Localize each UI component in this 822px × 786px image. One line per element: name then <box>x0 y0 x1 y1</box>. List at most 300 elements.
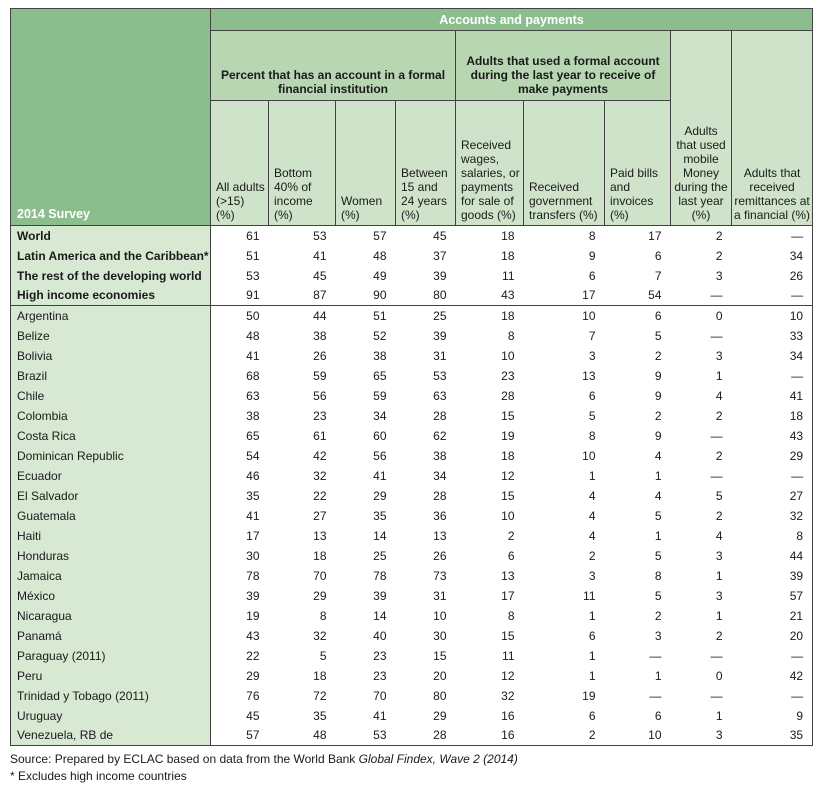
table-title-band: Accounts and payments <box>211 9 813 31</box>
cell: 0 <box>671 666 732 686</box>
cell: 61 <box>211 226 269 246</box>
cell: 32 <box>732 506 813 526</box>
cell: 5 <box>605 586 671 606</box>
cell: 35 <box>211 486 269 506</box>
cell: 59 <box>269 366 336 386</box>
cell: 62 <box>396 426 456 446</box>
cell: 3 <box>671 346 732 366</box>
cell: 6 <box>605 706 671 726</box>
cell: 48 <box>336 246 396 266</box>
cell: 31 <box>396 586 456 606</box>
cell: 27 <box>269 506 336 526</box>
cell: 39 <box>336 586 396 606</box>
cell: 5 <box>671 486 732 506</box>
excludes-note: * Excludes high income countries <box>10 769 187 783</box>
cell: 18 <box>456 226 524 246</box>
cell: 5 <box>605 506 671 526</box>
cell: 13 <box>269 526 336 546</box>
cell: 2 <box>605 406 671 426</box>
cell: 57 <box>732 586 813 606</box>
cell: 9 <box>524 246 605 266</box>
cell: 9 <box>605 386 671 406</box>
cell: 11 <box>456 646 524 666</box>
column-header-15-24: Between 15 and 24 years (%) <box>396 101 456 226</box>
cell: 12 <box>456 666 524 686</box>
cell: 61 <box>269 426 336 446</box>
cell: 6 <box>524 706 605 726</box>
cell: 1 <box>671 566 732 586</box>
cell: 9 <box>732 706 813 726</box>
cell: 15 <box>456 406 524 426</box>
cell: 15 <box>456 486 524 506</box>
cell: 72 <box>269 686 336 706</box>
cell: 23 <box>456 366 524 386</box>
cell: 41 <box>269 246 336 266</box>
cell: 53 <box>211 266 269 286</box>
cell: 22 <box>211 646 269 666</box>
cell: 7 <box>524 326 605 346</box>
cell: 18 <box>456 306 524 326</box>
cell: 23 <box>269 406 336 426</box>
cell: 48 <box>269 726 336 746</box>
cell: 18 <box>269 546 336 566</box>
cell: 10 <box>524 446 605 466</box>
cell: 46 <box>211 466 269 486</box>
cell: 91 <box>211 286 269 306</box>
cell: 23 <box>336 646 396 666</box>
cell: 26 <box>396 546 456 566</box>
column-header-gov-transfers: Received government transfers (%) <box>524 101 605 226</box>
cell: 25 <box>396 306 456 326</box>
cell: 40 <box>336 626 396 646</box>
cell: — <box>671 286 732 306</box>
cell: 6 <box>605 306 671 326</box>
cell: 56 <box>336 446 396 466</box>
cell: 42 <box>269 446 336 466</box>
cell: 6 <box>524 626 605 646</box>
row-label: Uruguay <box>11 706 211 726</box>
row-label: Trinidad y Tobago (2011) <box>11 686 211 706</box>
cell: 27 <box>732 486 813 506</box>
table-row <box>11 606 813 626</box>
cell: 51 <box>211 246 269 266</box>
row-label: Guatemala <box>11 506 211 526</box>
cell: 87 <box>269 286 336 306</box>
cell: 5 <box>605 326 671 346</box>
cell: 28 <box>396 486 456 506</box>
cell: 3 <box>524 346 605 366</box>
cell: — <box>605 646 671 666</box>
column-header-women: Women (%) <box>336 101 396 226</box>
cell: 43 <box>456 286 524 306</box>
cell: 10 <box>524 306 605 326</box>
cell: 35 <box>732 726 813 746</box>
cell: 4 <box>524 526 605 546</box>
column-header-paid-bills: Paid bills and invoices (%) <box>605 101 671 226</box>
row-label: Argentina <box>11 306 211 326</box>
cell: 17 <box>524 286 605 306</box>
table-row <box>11 686 813 706</box>
table-row <box>11 666 813 686</box>
cell: 17 <box>211 526 269 546</box>
table-row <box>11 526 813 546</box>
cell: 1 <box>524 666 605 686</box>
cell: 18 <box>456 446 524 466</box>
cell: 1 <box>524 466 605 486</box>
row-label: Chile <box>11 386 211 406</box>
cell: 32 <box>269 626 336 646</box>
cell: 41 <box>336 706 396 726</box>
cell: 70 <box>269 566 336 586</box>
cell: 13 <box>456 566 524 586</box>
cell: 29 <box>269 586 336 606</box>
cell: 52 <box>336 326 396 346</box>
cell: 45 <box>211 706 269 726</box>
cell: 8 <box>456 606 524 626</box>
cell: 2 <box>605 346 671 366</box>
cell: 5 <box>269 646 336 666</box>
cell: 63 <box>396 386 456 406</box>
cell: — <box>732 686 813 706</box>
cell: 2 <box>671 626 732 646</box>
cell: 28 <box>396 406 456 426</box>
cell: 1 <box>605 666 671 686</box>
table-row <box>11 426 813 446</box>
cell: 21 <box>732 606 813 626</box>
group-header-used-account: Adults that used a formal account during the last year to receive of make payments <box>456 31 671 101</box>
cell: 28 <box>456 386 524 406</box>
cell: 15 <box>396 646 456 666</box>
table-row <box>11 726 813 746</box>
cell: — <box>732 366 813 386</box>
cell: 3 <box>605 626 671 646</box>
table-footer <box>10 751 812 785</box>
cell: 3 <box>671 726 732 746</box>
cell: 16 <box>456 706 524 726</box>
cell: 76 <box>211 686 269 706</box>
cell: 5 <box>524 406 605 426</box>
cell: 49 <box>336 266 396 286</box>
cell: 17 <box>456 586 524 606</box>
row-label: El Salvador <box>11 486 211 506</box>
cell: 2 <box>671 446 732 466</box>
cell: 32 <box>456 686 524 706</box>
cell: 8 <box>524 426 605 446</box>
cell: 39 <box>396 266 456 286</box>
cell: 17 <box>605 226 671 246</box>
table-row <box>11 386 813 406</box>
table-row <box>11 626 813 646</box>
cell: 1 <box>671 706 732 726</box>
cell: 26 <box>269 346 336 366</box>
cell: 3 <box>671 266 732 286</box>
cell: 10 <box>396 606 456 626</box>
cell: 10 <box>456 506 524 526</box>
corner-cell-survey-label: 2014 Survey <box>11 9 211 226</box>
row-label: Jamaica <box>11 566 211 586</box>
cell: 33 <box>732 326 813 346</box>
table-row <box>11 326 813 346</box>
cell: 45 <box>396 226 456 246</box>
cell: 3 <box>671 546 732 566</box>
cell: 8 <box>732 526 813 546</box>
cell: 6 <box>456 546 524 566</box>
cell: 57 <box>211 726 269 746</box>
cell: 18 <box>456 246 524 266</box>
cell: 29 <box>396 706 456 726</box>
cell: — <box>732 286 813 306</box>
cell: 44 <box>269 306 336 326</box>
cell: 29 <box>732 446 813 466</box>
cell: 6 <box>605 246 671 266</box>
cell: 41 <box>336 466 396 486</box>
cell: 34 <box>396 466 456 486</box>
cell: — <box>671 326 732 346</box>
cell: 38 <box>336 346 396 366</box>
cell: 39 <box>396 326 456 346</box>
cell: — <box>671 466 732 486</box>
column-header-all-adults: All adults (>15) (%) <box>211 101 269 226</box>
cell: 11 <box>524 586 605 606</box>
cell: 8 <box>605 566 671 586</box>
cell: 34 <box>336 406 396 426</box>
cell: 38 <box>396 446 456 466</box>
cell: — <box>732 226 813 246</box>
cell: 44 <box>732 546 813 566</box>
cell: 10 <box>732 306 813 326</box>
cell: 65 <box>211 426 269 446</box>
row-label: The rest of the developing world <box>11 266 211 286</box>
cell: — <box>732 646 813 666</box>
table-body <box>11 226 813 746</box>
cell: 39 <box>732 566 813 586</box>
cell: 13 <box>524 366 605 386</box>
cell: 9 <box>605 426 671 446</box>
cell: 30 <box>211 546 269 566</box>
row-label: Belize <box>11 326 211 346</box>
cell: 41 <box>732 386 813 406</box>
source-note-italic: Global Findex, Wave 2 (2014) <box>358 752 518 766</box>
column-header-remittances: Adults that received remittances at a financial (%) <box>732 31 813 226</box>
cell: 35 <box>336 506 396 526</box>
cell: 53 <box>336 726 396 746</box>
cell: 32 <box>269 466 336 486</box>
cell: 54 <box>211 446 269 466</box>
cell: 10 <box>605 726 671 746</box>
table-row <box>11 566 813 586</box>
cell: 11 <box>456 266 524 286</box>
cell: — <box>671 426 732 446</box>
cell: 1 <box>671 606 732 626</box>
cell: 35 <box>269 706 336 726</box>
table-row <box>11 446 813 466</box>
cell: 48 <box>211 326 269 346</box>
cell: 42 <box>732 666 813 686</box>
group-header-account: Percent that has an account in a formal financial institution <box>211 31 456 101</box>
table-row <box>11 266 813 286</box>
cell: 13 <box>396 526 456 546</box>
row-label: Brazil <box>11 366 211 386</box>
cell: 65 <box>336 366 396 386</box>
cell: 53 <box>396 366 456 386</box>
cell: 18 <box>732 406 813 426</box>
cell: 73 <box>396 566 456 586</box>
cell: 4 <box>671 386 732 406</box>
cell: 2 <box>524 726 605 746</box>
column-header-mobile-money: Adults that used mobile Money during the last year (%) <box>671 31 732 226</box>
cell: 39 <box>211 586 269 606</box>
cell: 60 <box>336 426 396 446</box>
row-label: World <box>11 226 211 246</box>
cell: 22 <box>269 486 336 506</box>
table-row <box>11 346 813 366</box>
cell: 20 <box>732 626 813 646</box>
cell: 4 <box>671 526 732 546</box>
cell: — <box>605 686 671 706</box>
cell: 45 <box>269 266 336 286</box>
row-label: Honduras <box>11 546 211 566</box>
cell: 6 <box>524 386 605 406</box>
cell: 18 <box>269 666 336 686</box>
row-label: México <box>11 586 211 606</box>
cell: 2 <box>671 506 732 526</box>
cell: 54 <box>605 286 671 306</box>
column-header-bottom-40: Bottom 40% of income (%) <box>269 101 336 226</box>
table-row <box>11 706 813 726</box>
cell: 2 <box>671 406 732 426</box>
row-label: Costa Rica <box>11 426 211 446</box>
table-row <box>11 226 813 246</box>
cell: 1 <box>524 646 605 666</box>
table-row <box>11 486 813 506</box>
table-row <box>11 306 813 326</box>
cell: 29 <box>211 666 269 686</box>
table-row <box>11 286 813 306</box>
cell: 90 <box>336 286 396 306</box>
cell: 43 <box>732 426 813 446</box>
cell: 2 <box>671 246 732 266</box>
cell: 10 <box>456 346 524 366</box>
cell: 12 <box>456 466 524 486</box>
row-label: Dominican Republic <box>11 446 211 466</box>
cell: 37 <box>396 246 456 266</box>
table-row <box>11 406 813 426</box>
cell: 3 <box>671 586 732 606</box>
cell: 4 <box>605 446 671 466</box>
cell: 1 <box>605 466 671 486</box>
cell: 19 <box>524 686 605 706</box>
cell: 36 <box>396 506 456 526</box>
cell: 30 <box>396 626 456 646</box>
cell: 4 <box>605 486 671 506</box>
cell: 19 <box>456 426 524 446</box>
cell: — <box>671 686 732 706</box>
cell: 19 <box>211 606 269 626</box>
cell: 68 <box>211 366 269 386</box>
cell: 80 <box>396 686 456 706</box>
cell: 3 <box>524 566 605 586</box>
cell: 15 <box>456 626 524 646</box>
row-label: Colombia <box>11 406 211 426</box>
row-label: Ecuador <box>11 466 211 486</box>
cell: 0 <box>671 306 732 326</box>
cell: 8 <box>524 226 605 246</box>
cell: 34 <box>732 346 813 366</box>
cell: 14 <box>336 526 396 546</box>
cell: 78 <box>211 566 269 586</box>
cell: 56 <box>269 386 336 406</box>
row-label: Venezuela, RB de <box>11 726 211 746</box>
cell: — <box>732 466 813 486</box>
table-row <box>11 546 813 566</box>
row-label: Bolivia <box>11 346 211 366</box>
row-label: Nicaragua <box>11 606 211 626</box>
source-note-text: Source: Prepared by ECLAC based on data from the World Bank <box>10 752 359 766</box>
cell: — <box>671 646 732 666</box>
cell: 2 <box>456 526 524 546</box>
row-label: High income economies <box>11 286 211 306</box>
cell: 51 <box>336 306 396 326</box>
cell: 26 <box>732 266 813 286</box>
cell: 8 <box>456 326 524 346</box>
cell: 80 <box>396 286 456 306</box>
cell: 8 <box>269 606 336 626</box>
accounts-and-payments-table <box>10 8 813 746</box>
cell: 1 <box>605 526 671 546</box>
cell: 1 <box>524 606 605 626</box>
cell: 16 <box>456 726 524 746</box>
table-header <box>11 9 813 226</box>
cell: 2 <box>524 546 605 566</box>
row-label: Panamá <box>11 626 211 646</box>
cell: 38 <box>211 406 269 426</box>
row-label: Latin America and the Caribbean* <box>11 246 211 266</box>
cell: 41 <box>211 346 269 366</box>
cell: 20 <box>396 666 456 686</box>
row-label: Paraguay (2011) <box>11 646 211 666</box>
source-note <box>10 751 812 768</box>
table-row <box>11 366 813 386</box>
cell: 7 <box>605 266 671 286</box>
cell: 9 <box>605 366 671 386</box>
cell: 38 <box>269 326 336 346</box>
table-row <box>11 466 813 486</box>
column-header-wages: Received wages, salaries, or payments for sale of goods (%) <box>456 101 524 226</box>
cell: 4 <box>524 486 605 506</box>
cell: 59 <box>336 386 396 406</box>
cell: 53 <box>269 226 336 246</box>
row-label: Haiti <box>11 526 211 546</box>
table-row <box>11 586 813 606</box>
table-row <box>11 506 813 526</box>
cell: 70 <box>336 686 396 706</box>
table-row <box>11 246 813 266</box>
cell: 25 <box>336 546 396 566</box>
cell: 28 <box>396 726 456 746</box>
cell: 4 <box>524 506 605 526</box>
cell: 63 <box>211 386 269 406</box>
row-label: Peru <box>11 666 211 686</box>
cell: 5 <box>605 546 671 566</box>
cell: 14 <box>336 606 396 626</box>
cell: 41 <box>211 506 269 526</box>
table-row <box>11 646 813 666</box>
cell: 50 <box>211 306 269 326</box>
cell: 29 <box>336 486 396 506</box>
cell: 43 <box>211 626 269 646</box>
cell: 23 <box>336 666 396 686</box>
cell: 31 <box>396 346 456 366</box>
